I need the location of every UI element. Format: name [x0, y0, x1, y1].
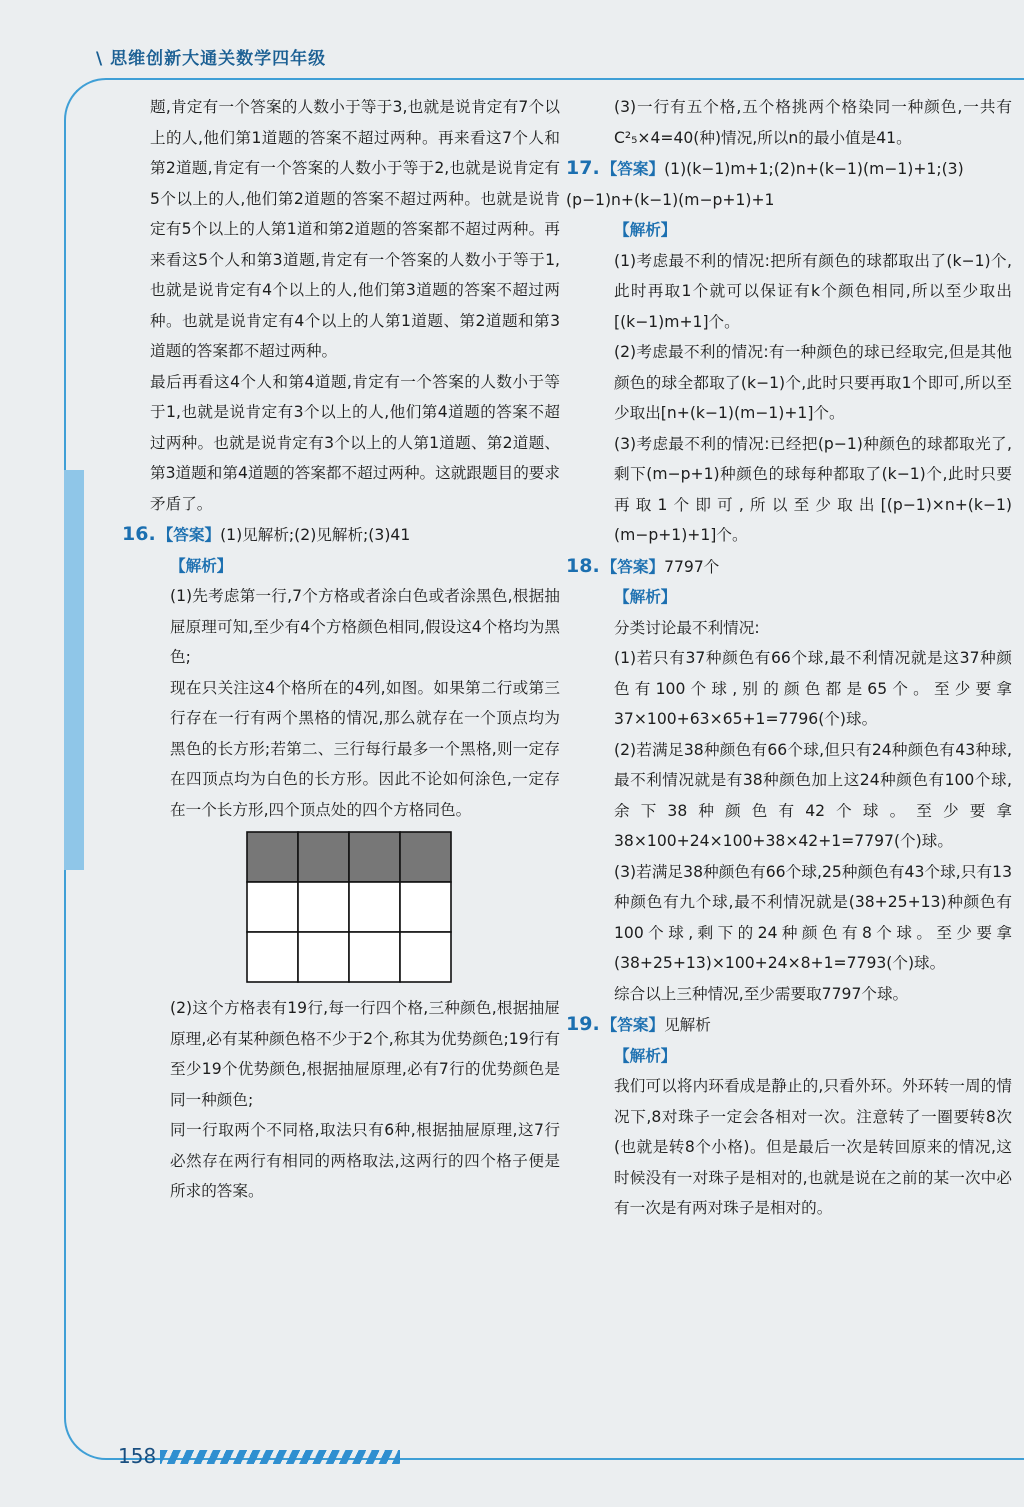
q17-paragraph: (3)考虑最不利的情况:已经把(p−1)种颜色的球都取光了,剩下(m−p+1)种颜色的球每种都取了(k−1)个,此时只要再取1个即可,所以至少取出[(p−1)×n+(k−1)(m−p+1)+1]个。: [614, 434, 1012, 544]
answer-tag: 【答案】: [157, 526, 221, 544]
analysis-tag: 【解析】: [614, 588, 677, 606]
q19-answer: 见解析: [664, 1016, 711, 1034]
answer-tag: 【答案】: [601, 1016, 665, 1034]
grid-cell-white: [247, 882, 298, 932]
grid-cell-white: [400, 932, 451, 982]
q16-paragraph: 同一行取两个不同格,取法只有6种,根据抽屉原理,这7行必然存在两行有相同的两格取法,这两行的四个格子便是所求的答案。: [170, 1121, 560, 1200]
q16-number: 16.: [122, 523, 156, 545]
q16-answer-line: [122, 519, 560, 551]
q17-answer: (1)(k−1)m+1;(2)n+(k−1)(m−1)+1;(3)(p−1)n+(k−1)(m−p+1)+1: [566, 160, 964, 209]
q18-paragraph: 综合以上三种情况,至少需要取7797个球。: [614, 984, 909, 1003]
q18-paragraph: 分类讨论最不利情况:: [614, 618, 760, 637]
grid-cell-white: [298, 932, 349, 982]
page-number: 158: [118, 1444, 157, 1468]
q19-number: 19.: [566, 1013, 600, 1035]
continuation-paragraph: 题,肯定有一个答案的人数小于等于3,也就是说肯定有7个以上的人,他们第1道题的答案不超过两种。再来看这7个人和第2道题,肯定有一个答案的人数小于等于2,也就是说肯定有5个以上的人,他们第2道题的答案不超过两种。也就是说肯定有5个以上的人第1道和第2道题的答案都不超过两种。再来看这5个人和第3道题,肯定有一个答案的人数小于等于1,也就是说肯定有4个以上的人,他们第3道题的答案不超过两种。也就是说肯定有4个以上的人第1道题、第2道题和第3道题的答案都不超过两种。: [150, 98, 560, 360]
grid-cell-black: [298, 832, 349, 882]
q16-paragraph: (3)一行有五个格,五个格挑两个格染同一种颜色,一共有C²₅×4=40(种)情况,所以n的最小值是41。: [614, 98, 1012, 147]
grid-cell-black: [247, 832, 298, 882]
q18-answer-line: [566, 551, 1012, 583]
grid-cell-white: [298, 882, 349, 932]
grid-cell-black: [400, 832, 451, 882]
grid-figure: [246, 831, 452, 987]
answer-tag: 【答案】: [601, 160, 665, 178]
q17-paragraph: (2)考虑最不利的情况:有一种颜色的球已经取完,但是其他颜色的球全都取了(k−1)个,此时只要再取1个即可,所以至少取出[n+(k−1)(m−1)+1]个。: [614, 343, 1012, 422]
q16-answer: (1)见解析;(2)见解析;(3)41: [220, 526, 411, 544]
q18-paragraph: (2)若满足38种颜色有66个球,但只有24种颜色有43种球,最不利情况就是有38种颜色加上这24种颜色有100个球,余下38种颜色有42个球。至少要拿38×100+24×100+38×42+1=7797(个)球。: [614, 740, 1012, 850]
grid-cell-white: [400, 882, 451, 932]
q16-paragraph: (1)先考虑第一行,7个方格或者涂白色或者涂黑色,根据抽屉原理可知,至少有4个方格颜色相同,假设这4个格均为黑色;: [170, 587, 560, 666]
grid-cell-white: [349, 882, 400, 932]
right-column: [566, 92, 1012, 1224]
answer-tag: 【答案】: [601, 557, 665, 576]
continuation-paragraph: 最后再看这4个人和第4道题,肯定有一个答案的人数小于等于1,也就是说肯定有3个以上的人,他们第4道题的答案不超过两种。也就是说肯定有3个以上的人第1道题、第2道题、第3道题和第4道题的答案都不超过两种。这就跟题目的要求矛盾了。: [150, 372, 560, 513]
q18-answer: 7797个: [664, 557, 720, 576]
grid-cell-black: [349, 832, 400, 882]
q16-paragraph: 现在只关注这4个格所在的4列,如图。如果第二行或第三行存在一行有两个黑格的情况,那么就存在一个顶点均为黑色的长方形;若第二、三行每行最多一个黑格,则一定存在四顶点均为白色的长方形。因此不论如何涂色,一定存在一个长方形,四个顶点处的四个方格同色。: [170, 678, 560, 819]
grid-cell-white: [247, 932, 298, 982]
analysis-tag: 【解析】: [614, 221, 677, 239]
side-tab: [64, 470, 84, 870]
q19-paragraph: 我们可以将内环看成是静止的,只看外环。外环转一周的情况下,8对珠子一定会各相对一次。注意转了一圈要转8次(也就是转8个小格)。但是最后一次是转回原来的情况,这时候没有一对珠子是相对的,也就是说在之前的某一次中必有一次是有两对珠子是相对的。: [614, 1077, 1012, 1217]
grid-cell-white: [349, 932, 400, 982]
q16-paragraph: (2)这个方格表有19行,每一行四个格,三种颜色,根据抽屉原理,必有某种颜色格不少于2个,称其为优势颜色;19行有至少19个优势颜色,根据抽屉原理,必有7行的优势颜色是同一种颜色;: [170, 999, 560, 1109]
analysis-tag: 【解析】: [614, 1046, 677, 1065]
left-column: [122, 92, 560, 1207]
q17-answer-line: [566, 153, 1012, 215]
analysis-tag: 【解析】: [170, 556, 233, 575]
footer-decoration: [160, 1450, 400, 1464]
q18-paragraph: (1)若只有37种颜色有66个球,最不利情况就是这37种颜色有100个球,别的颜色都是65个。至少要拿37×100+63×65+1=7796(个)球。: [614, 649, 1012, 728]
q17-number: 17.: [566, 157, 600, 179]
book-title: \ 思维创新大通关数学四年级: [96, 49, 327, 69]
q19-answer-line: [566, 1009, 1012, 1041]
q17-paragraph: (1)考虑最不利的情况:把所有颜色的球都取出了(k−1)个,此时再取1个就可以保证有k个颜色相同,所以至少取出[(k−1)m+1]个。: [614, 251, 1012, 331]
q18-paragraph: (3)若满足38种颜色有66个球,25种颜色有43个球,只有13种颜色有九个球,最不利情况就是(38+25+13)种颜色有100个球,剩下的24种颜色有8个球。至少要拿(38+25+13)×100+24×8+1=7793(个)球。: [614, 862, 1012, 972]
q18-number: 18.: [566, 554, 600, 577]
